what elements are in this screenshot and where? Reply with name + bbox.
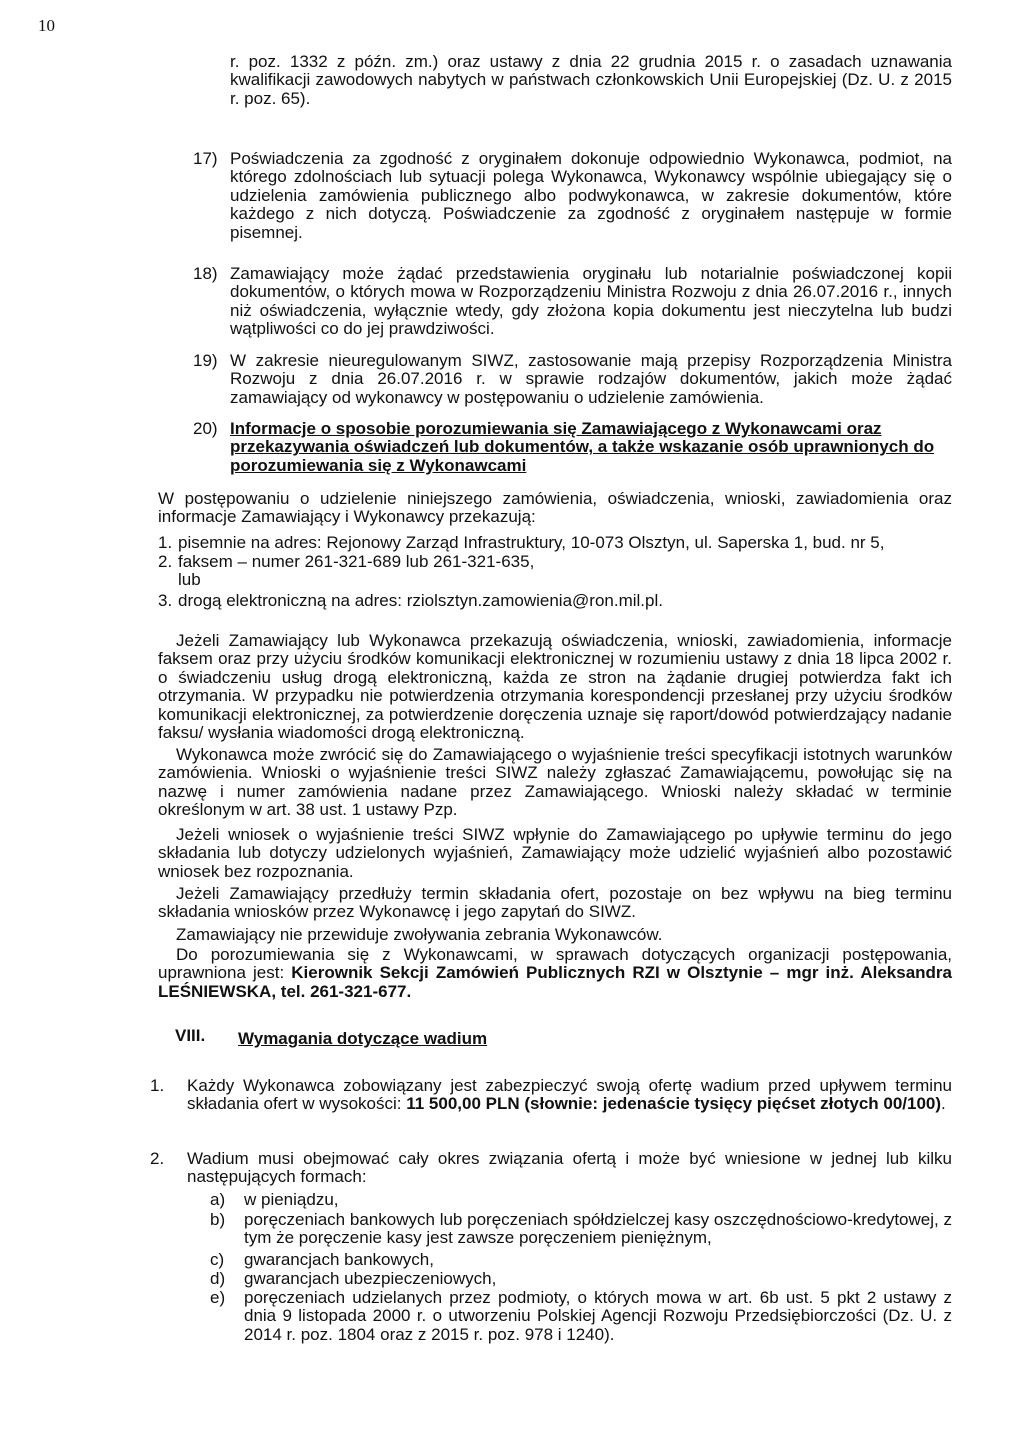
comm-list-item: pisemnie na adres: Rejonowy Zarząd Infrastruktury, 10-073 Olsztyn, ul. Saperska 1, bud. nr 5, bbox=[178, 533, 885, 552]
item-number: 19) bbox=[193, 351, 218, 370]
form-item: gwarancjach bankowych, bbox=[244, 1250, 434, 1269]
section-number: VIII. bbox=[175, 1026, 206, 1045]
form-letter: d) bbox=[210, 1269, 226, 1288]
comm-list-number: 1. bbox=[158, 533, 173, 552]
paragraph-no-meeting: Zamawiający nie przewiduje zwoływania zebrania Wykonawców. bbox=[176, 925, 663, 944]
item-19-text: W zakresie nieuregulowanym SIWZ, zastosowanie mają przepisy Rozporządzenia Ministra Rozwoju z dnia 26.07.2016 r. w sprawie rodzajów dokumentów, jakich może żądać zamawiający od wykonawcy w postępowaniu o udzielenie zamówienia. bbox=[230, 351, 952, 407]
contact-person bbox=[158, 946, 952, 1001]
contact-name-phone: Kierownik Sekcji Zamówień Publicznych RZI w Olsztynie – mgr inż. Aleksandra LEŚNIEWSKA, tel. 261-321-677. bbox=[158, 963, 952, 1001]
form-item: poręczeniach udzielanych przez podmioty, o których mowa w art. 6b ust. 5 pkt 2 ustawy z dnia 9 listopada 2000 r. o utworzeniu Polskiej Agencji Rozwoju Przedsiębiorczości (Dz. U. z 2014 r. poz. 1804 oraz z 2015 r. poz. 978 i 1240). bbox=[244, 1288, 952, 1344]
form-letter: a) bbox=[210, 1190, 226, 1209]
item-number: 18) bbox=[193, 264, 218, 283]
form-letter: e) bbox=[210, 1288, 226, 1307]
comm-list-item: lub bbox=[178, 570, 201, 589]
form-letter: c) bbox=[210, 1250, 225, 1269]
paragraph-late-request: Jeżeli wniosek o wyjaśnienie treści SIWZ wpłynie do Zamawiającego po upływie terminu do jego składania lub dotyczy udzielonych wyjaśnień, Zamawiający może udzielić wyjaśnień albo pozostawić wniosek bez rozpoznania. bbox=[158, 825, 952, 881]
wadium-forms-intro: Wadium musi obejmować cały okres związania ofertą i może być wniesione w jednej lub kilku następujących formach: bbox=[187, 1149, 952, 1187]
comm-list-item: faksem – numer 261-321-689 lub 261-321-635, bbox=[178, 552, 535, 571]
wadium-number: 2. bbox=[150, 1149, 165, 1168]
item-17-text: Poświadczenia za zgodność z oryginałem dokonuje odpowiednio Wykonawca, podmiot, na którego zdolnościach lub sytuacji polega Wykonawca, Wykonawcy wspólnie ubiegający się o udzielenia zamówienia publicznego albo podwykonawca, w zakresie dokumentów, które każdego z nich dotyczą. Poświadczenie za zgodność z oryginałem następuje w formie pisemnej. bbox=[230, 149, 952, 242]
paragraph-confirmation: Jeżeli Zamawiający lub Wykonawca przekazują oświadczenia, wnioski, zawiadomienia, informacje faksem oraz przy użyciu środków komunikacji elektronicznej w rozumieniu ustawy z dnia 18 lipca 2002 r. o świadczeniu usług drogą elektroniczną, każda ze stron na żądanie drugiej potwierdza fakt ich otrzymania. W przypadku nie potwierdzenia otrzymania korespondencji przesłanej przy użyciu środków komunikacji elektronicznej, za potwierdzenie doręczenia uznaje się raport/dowód potwierdzający nadanie faksu/ wysłania wiadomości drogą elektroniczną. bbox=[158, 631, 952, 743]
wadium-amount-tail: . bbox=[941, 1094, 946, 1114]
paragraph-deadline-extension: Jeżeli Zamawiający przedłuży termin składania ofert, pozostaje on bez wpływu na bieg terminu składania wniosków przez Wykonawcę i jego zapytań do SIWZ. bbox=[158, 884, 952, 922]
form-item: w pieniądzu, bbox=[244, 1190, 339, 1209]
form-item: gwarancjach ubezpieczeniowych, bbox=[244, 1269, 497, 1288]
item-18-text: Zamawiający może żądać przedstawienia oryginału lub notarialnie poświadczonej kopii dokumentów, o których mowa w Rozporządzeniu Ministra Rozwoju z dnia 26.07.2016 r., innych niż oświadczenia, wyłącznie wtedy, gdy złożona kopia dokumentu jest nieczytelna lub budzi wątpliwości co do jej prawdziwości. bbox=[230, 264, 952, 339]
item-number: 17) bbox=[193, 149, 218, 168]
form-letter: b) bbox=[210, 1210, 226, 1229]
page-number: 10 bbox=[38, 16, 55, 35]
contact-prefix: Do porozumiewania się z Wykonawcami, w sprawach dotyczących organizacji postępowania, uprawniona jest: bbox=[158, 945, 952, 983]
form-item: poręczeniach bankowych lub poręczeniach spółdzielczej kasy oszczędnościowo-kredytowej, z tym że poręczenie kasy jest zawsze poręczeniem pieniężnym, bbox=[244, 1210, 952, 1248]
wadium-number: 1. bbox=[150, 1076, 165, 1095]
wadium-amount: 11 500,00 PLN (słownie: jedenaście tysięcy pięćset złotych 00/100) bbox=[406, 1094, 942, 1114]
item-number: 20) bbox=[193, 419, 218, 438]
intro-continuation: r. poz. 1332 z późn. zm.) oraz ustawy z dnia 22 grudnia 2015 r. o zasadach uznawania kwalifikacji zawodowych nabytych w państwach członkowskich Unii Europejskiej (Dz. U. z 2015 r. poz. 65). bbox=[230, 52, 952, 108]
section-title: Wymagania dotyczące wadium bbox=[238, 1029, 488, 1048]
item-20-heading: Informacje o sposobie porozumiewania się Zamawiającego z Wykonawcami oraz przekazywania oświadczeń lub dokumentów, a także wskazanie osób uprawnionych do porozumiewania się z Wykonawcami bbox=[230, 419, 935, 475]
comm-list-number: 3. bbox=[158, 591, 173, 610]
wadium-amount-paragraph bbox=[187, 1077, 952, 1114]
comm-intro: W postępowaniu o udzielenie niniejszego zamówienia, oświadczenia, wnioski, zawiadomienia oraz informacje Zamawiający i Wykonawcy przekazują: bbox=[158, 489, 952, 527]
paragraph-clarification: Wykonawca może zwrócić się do Zamawiającego o wyjaśnienie treści specyfikacji istotnych warunków zamówienia. Wnioski o wyjaśnienie treści SIWZ należy zgłaszać Zamawiającemu, powołując się na nazwę i numer zamówienia nadane przez Zamawiającego. Wnioski należy składać w terminie określonym w art. 38 ust. 1 ustawy Pzp. bbox=[158, 745, 952, 820]
wadium-amount-text: Każdy Wykonawca zobowiązany jest zabezpieczyć swoją ofertę wadium przed upływem terminu składania ofert w wysokości: bbox=[187, 1076, 952, 1114]
comm-list-email: drogą elektroniczną na adres: rziolsztyn.zamowienia@ron.mil.pl. bbox=[178, 591, 663, 610]
comm-list-number: 2. bbox=[158, 552, 173, 571]
